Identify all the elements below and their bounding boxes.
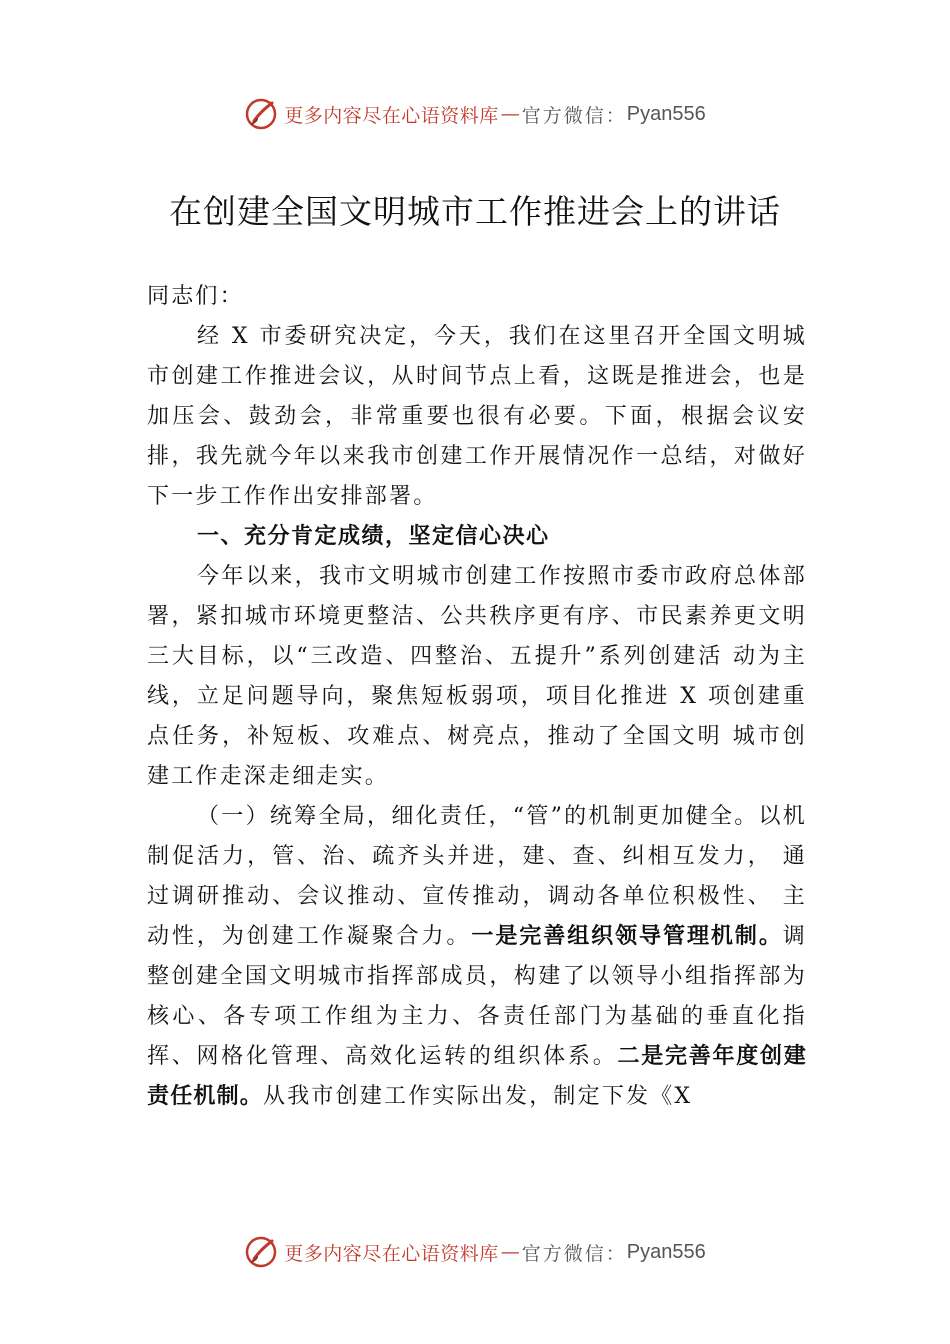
subsection1-lead: （一）统筹全局，细化责任，“管”的机制更加健全。以机制促活力，管、治、疏齐头并进，建、查、纠相互发力， 通过调研推动、会议推动、宣传推动，调动各单位积极性、 主动性，为创建工作凝聚合力。 <box>147 804 807 949</box>
watermark-wechat-label: 官方微信： <box>521 1242 627 1265</box>
salutation: 同志们： <box>147 284 244 309</box>
point1-bold: 一是完善组织领导管理机制。 <box>471 924 783 949</box>
watermark-brand: 更多内容尽在心语资料库 <box>284 104 499 127</box>
watermark-wechat-id: Pyan556 <box>626 1240 706 1263</box>
watermark-banner-top <box>0 94 950 134</box>
watermark-wechat-label: 官方微信： <box>521 104 627 127</box>
watermark-separator: — <box>500 1241 520 1263</box>
document-body <box>147 277 807 1117</box>
section-heading-1: 一、充分肯定成绩，坚定信心决心 <box>197 524 550 549</box>
document-title: 在创建全国文明城市工作推进会上的讲话 <box>169 192 781 231</box>
brush-logo-icon <box>244 97 278 131</box>
watermark-separator: — <box>500 103 520 125</box>
watermark-brand: 更多内容尽在心语资料库 <box>284 1242 499 1265</box>
watermark-wechat-id: Pyan556 <box>626 102 706 125</box>
subsection1-paragraph <box>147 797 807 1117</box>
brush-logo-icon <box>244 1235 278 1269</box>
intro-paragraph: 经 X 市委研究决定，今天，我们在这里召开全国文明城市创建工作推进会议，从时间节点上看，这既是推进会，也是加压会、鼓劲会，非常重要也很有必要。下面，根据会议安排，我先就今年以来我市创建工作开展情况作一总结，对做好下一步工作作出安排部署。 <box>147 324 807 509</box>
point2-bold: 二是完善年度创建责任机制。 <box>147 1044 807 1109</box>
point2-text: 从我市创建工作实际出发，制定下发《X <box>263 1084 693 1109</box>
point1-text: 调整创建全国文明城市指挥部成员，构建了以领导小组指挥部为核心、各专项工作组为主力、各责任部门为基础的垂直化指挥、网格化管理、高效化运转的组织体系。 <box>147 924 807 1069</box>
section1-paragraph: 今年以来，我市文明城市创建工作按照市委市政府总体部署，紧扣城市环境更整洁、公共秩序更有序、市民素养更文明三大目标，以“三改造、四整治、五提升”系列创建活 动为主线，立足问题导向，聚焦短板弱项，项目化推进 X 项创建重点任务，补短板、攻难点、树亮点，推动了全国文明 城市创建工作走深走细走实。 <box>147 564 807 789</box>
watermark-banner-bottom <box>0 1232 950 1272</box>
